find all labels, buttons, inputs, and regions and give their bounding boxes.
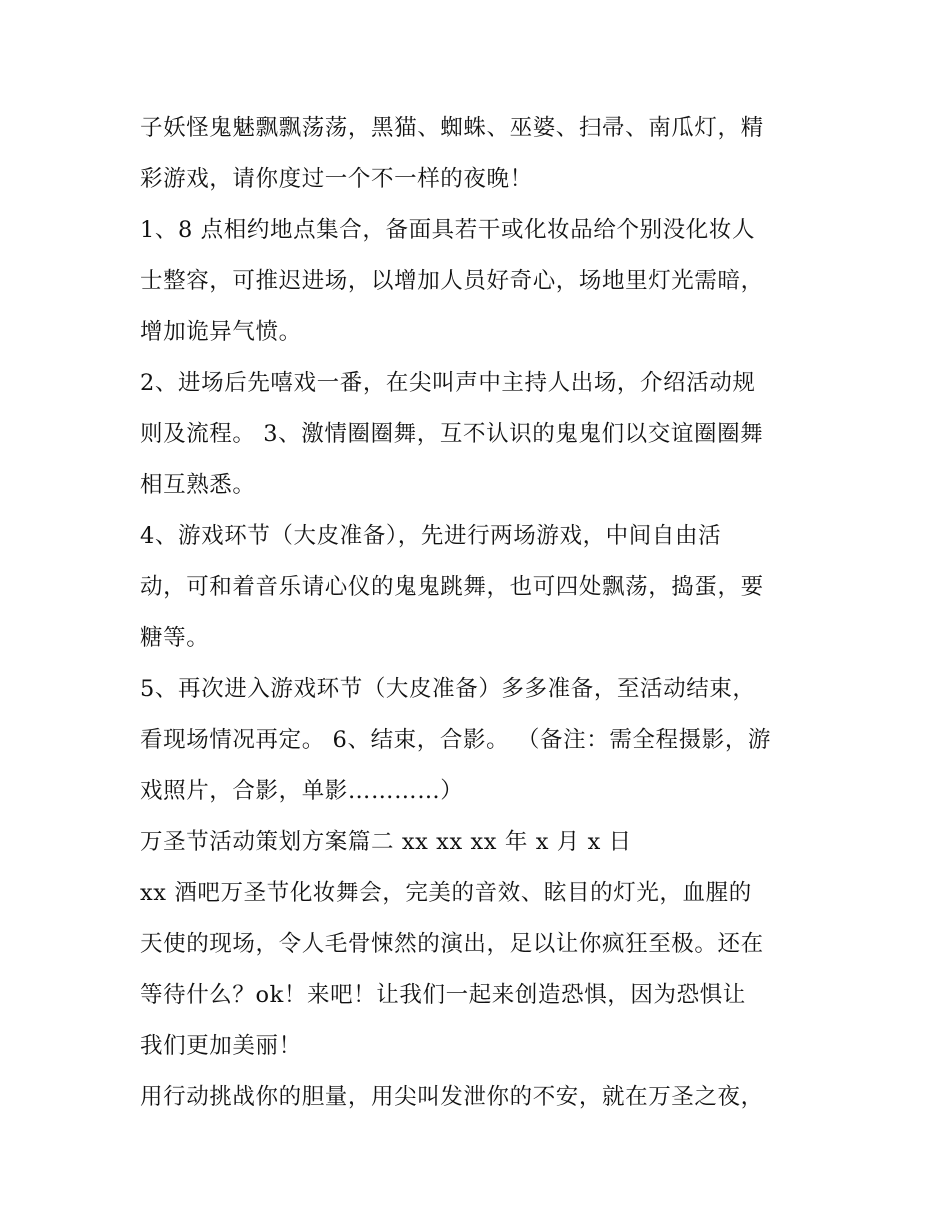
text-line: 5、再次进入游戏环节（大皮准备）多多准备，至活动结束， [140,676,756,702]
text-line: 天使的现场，令人毛骨悚然的演出，足以让你疯狂至极。还在 [140,931,764,957]
text-line: 2、进场后先嘻戏一番，在尖叫声中主持人出场，介绍活动规 [140,370,756,396]
paragraph-step-2-3 [140,358,815,511]
text-line: 子妖怪鬼魅飘飘荡荡，黑猫、蜘蛛、巫婆、扫帚、南瓜灯，精 [140,115,764,141]
section-heading [140,817,815,868]
paragraph-step-4 [140,511,815,664]
text-line: 动，可和着音乐请心仪的鬼鬼跳舞，也可四处飘荡，捣蛋，要 [140,574,764,600]
text-line: 则及流程。 3、激情圈圈舞，互不认识的鬼鬼们以交谊圈圈舞 [140,421,764,447]
document-body [140,103,815,1123]
text-line: 相互熟悉。 [140,472,256,498]
text-line: xx 酒吧万圣节化妆舞会，完美的音效、眩目的灯光，血腥的 [140,880,752,906]
text-line: 我们更加美丽！ [140,1033,302,1059]
text-line: 4、游戏环节（大皮准备），先进行两场游戏，中间自由活 [140,523,722,549]
text-line: 士整容，可推迟进场，以增加人员好奇心，场地里灯光需暗， [140,268,764,294]
paragraph-step-1 [140,205,815,358]
text-line: 彩游戏，请你度过一个不一样的夜晚！ [140,166,533,192]
text-line: 等待什么？ok！来吧！让我们一起来创造恐惧，因为恐惧让 [140,982,746,1008]
heading-line: 万圣节活动策划方案篇二 xx xx xx 年 x 月 x 日 [140,829,632,855]
text-line: 看现场情况再定。 6、结束，合影。 （备注：需全程摄影，游 [140,727,772,753]
paragraph-invitation [140,868,815,1072]
text-line: 戏照片，合影，单影…………） [140,778,464,804]
paragraph-intro [140,103,815,205]
text-line: 增加诡异气愤。 [140,319,302,345]
paragraph-step-5-6 [140,664,815,817]
paragraph-closing [140,1072,815,1123]
text-line: 1、8 点相约地点集合，备面具若干或化妆品给个别没化妆人 [140,217,756,243]
text-line: 用行动挑战你的胆量，用尖叫发泄你的不安，就在万圣之夜， [140,1084,764,1110]
text-line: 糖等。 [140,625,210,651]
